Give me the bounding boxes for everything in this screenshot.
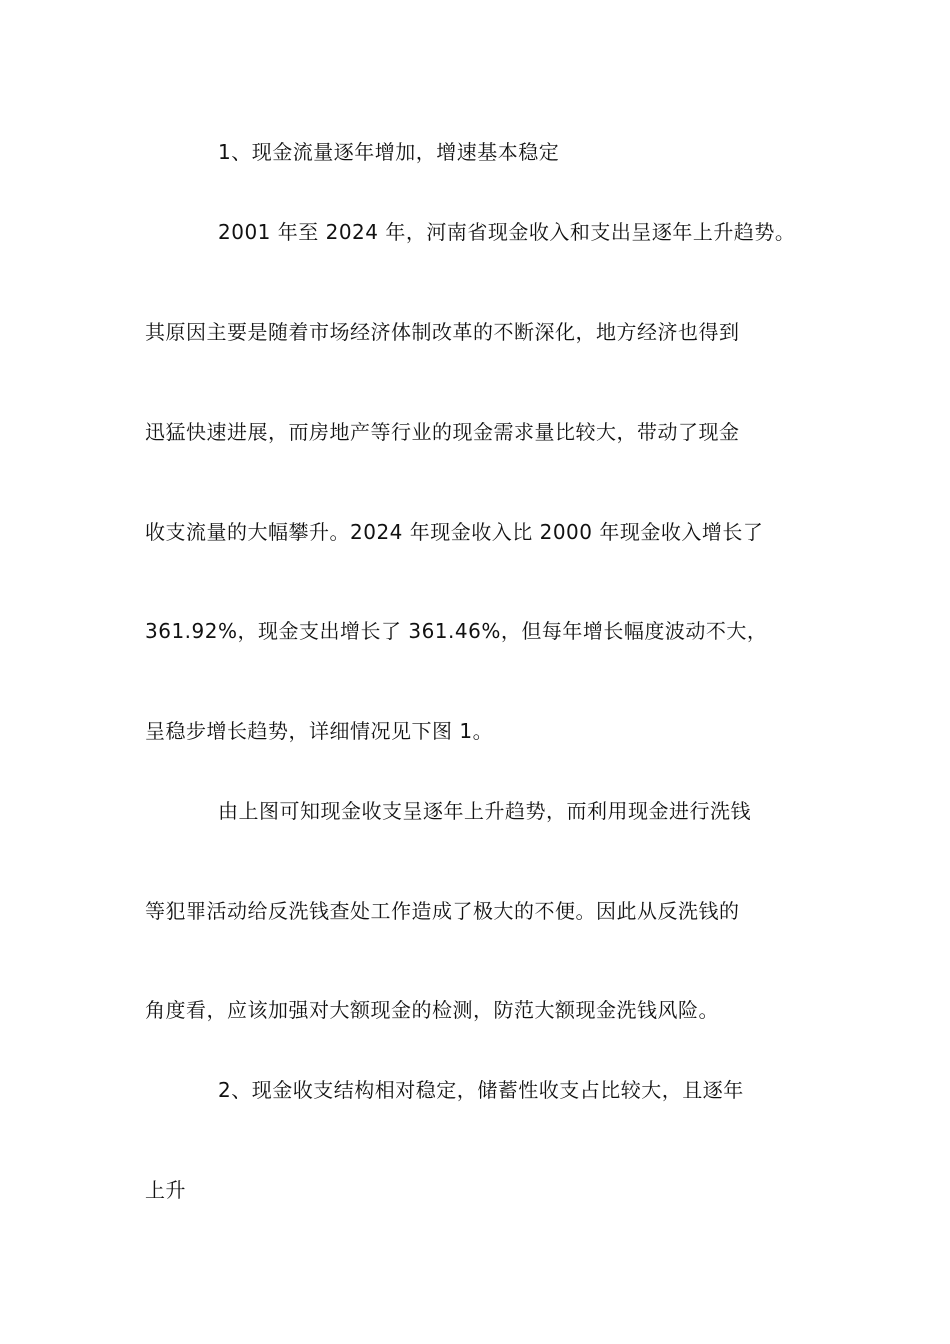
paragraph-line: 角度看，应该加强对大额现金的检测，防范大额现金洗钱风险。 xyxy=(145,998,719,1022)
section-heading-2-continuation: 上升 xyxy=(145,1178,186,1202)
section-heading-1: 1、现金流量逐年增加，增速基本稳定 xyxy=(218,140,560,164)
paragraph-line: 迅猛快速进展，而房地产等行业的现金需求量比较大，带动了现金 xyxy=(145,420,740,444)
paragraph-line: 2001 年至 2024 年，河南省现金收入和支出呈逐年上升趋势。 xyxy=(218,220,796,244)
paragraph-line: 其原因主要是随着市场经济体制改革的不断深化，地方经济也得到 xyxy=(145,320,740,344)
section-heading-2: 2、现金收支结构相对稳定，储蓄性收支占比较大，且逐年 xyxy=(218,1078,744,1102)
paragraph-line: 收支流量的大幅攀升。2024 年现金收入比 2000 年现金收入增长了 xyxy=(145,520,764,544)
paragraph-line: 呈稳步增长趋势，详细情况见下图 1。 xyxy=(145,719,494,743)
paragraph-line: 等犯罪活动给反洗钱查处工作造成了极大的不便。因此从反洗钱的 xyxy=(145,899,740,923)
paragraph-line: 由上图可知现金收支呈逐年上升趋势，而利用现金进行洗钱 xyxy=(218,799,751,823)
paragraph-line: 361.92%，现金支出增长了 361.46%，但每年增长幅度波动不大， xyxy=(145,619,768,643)
